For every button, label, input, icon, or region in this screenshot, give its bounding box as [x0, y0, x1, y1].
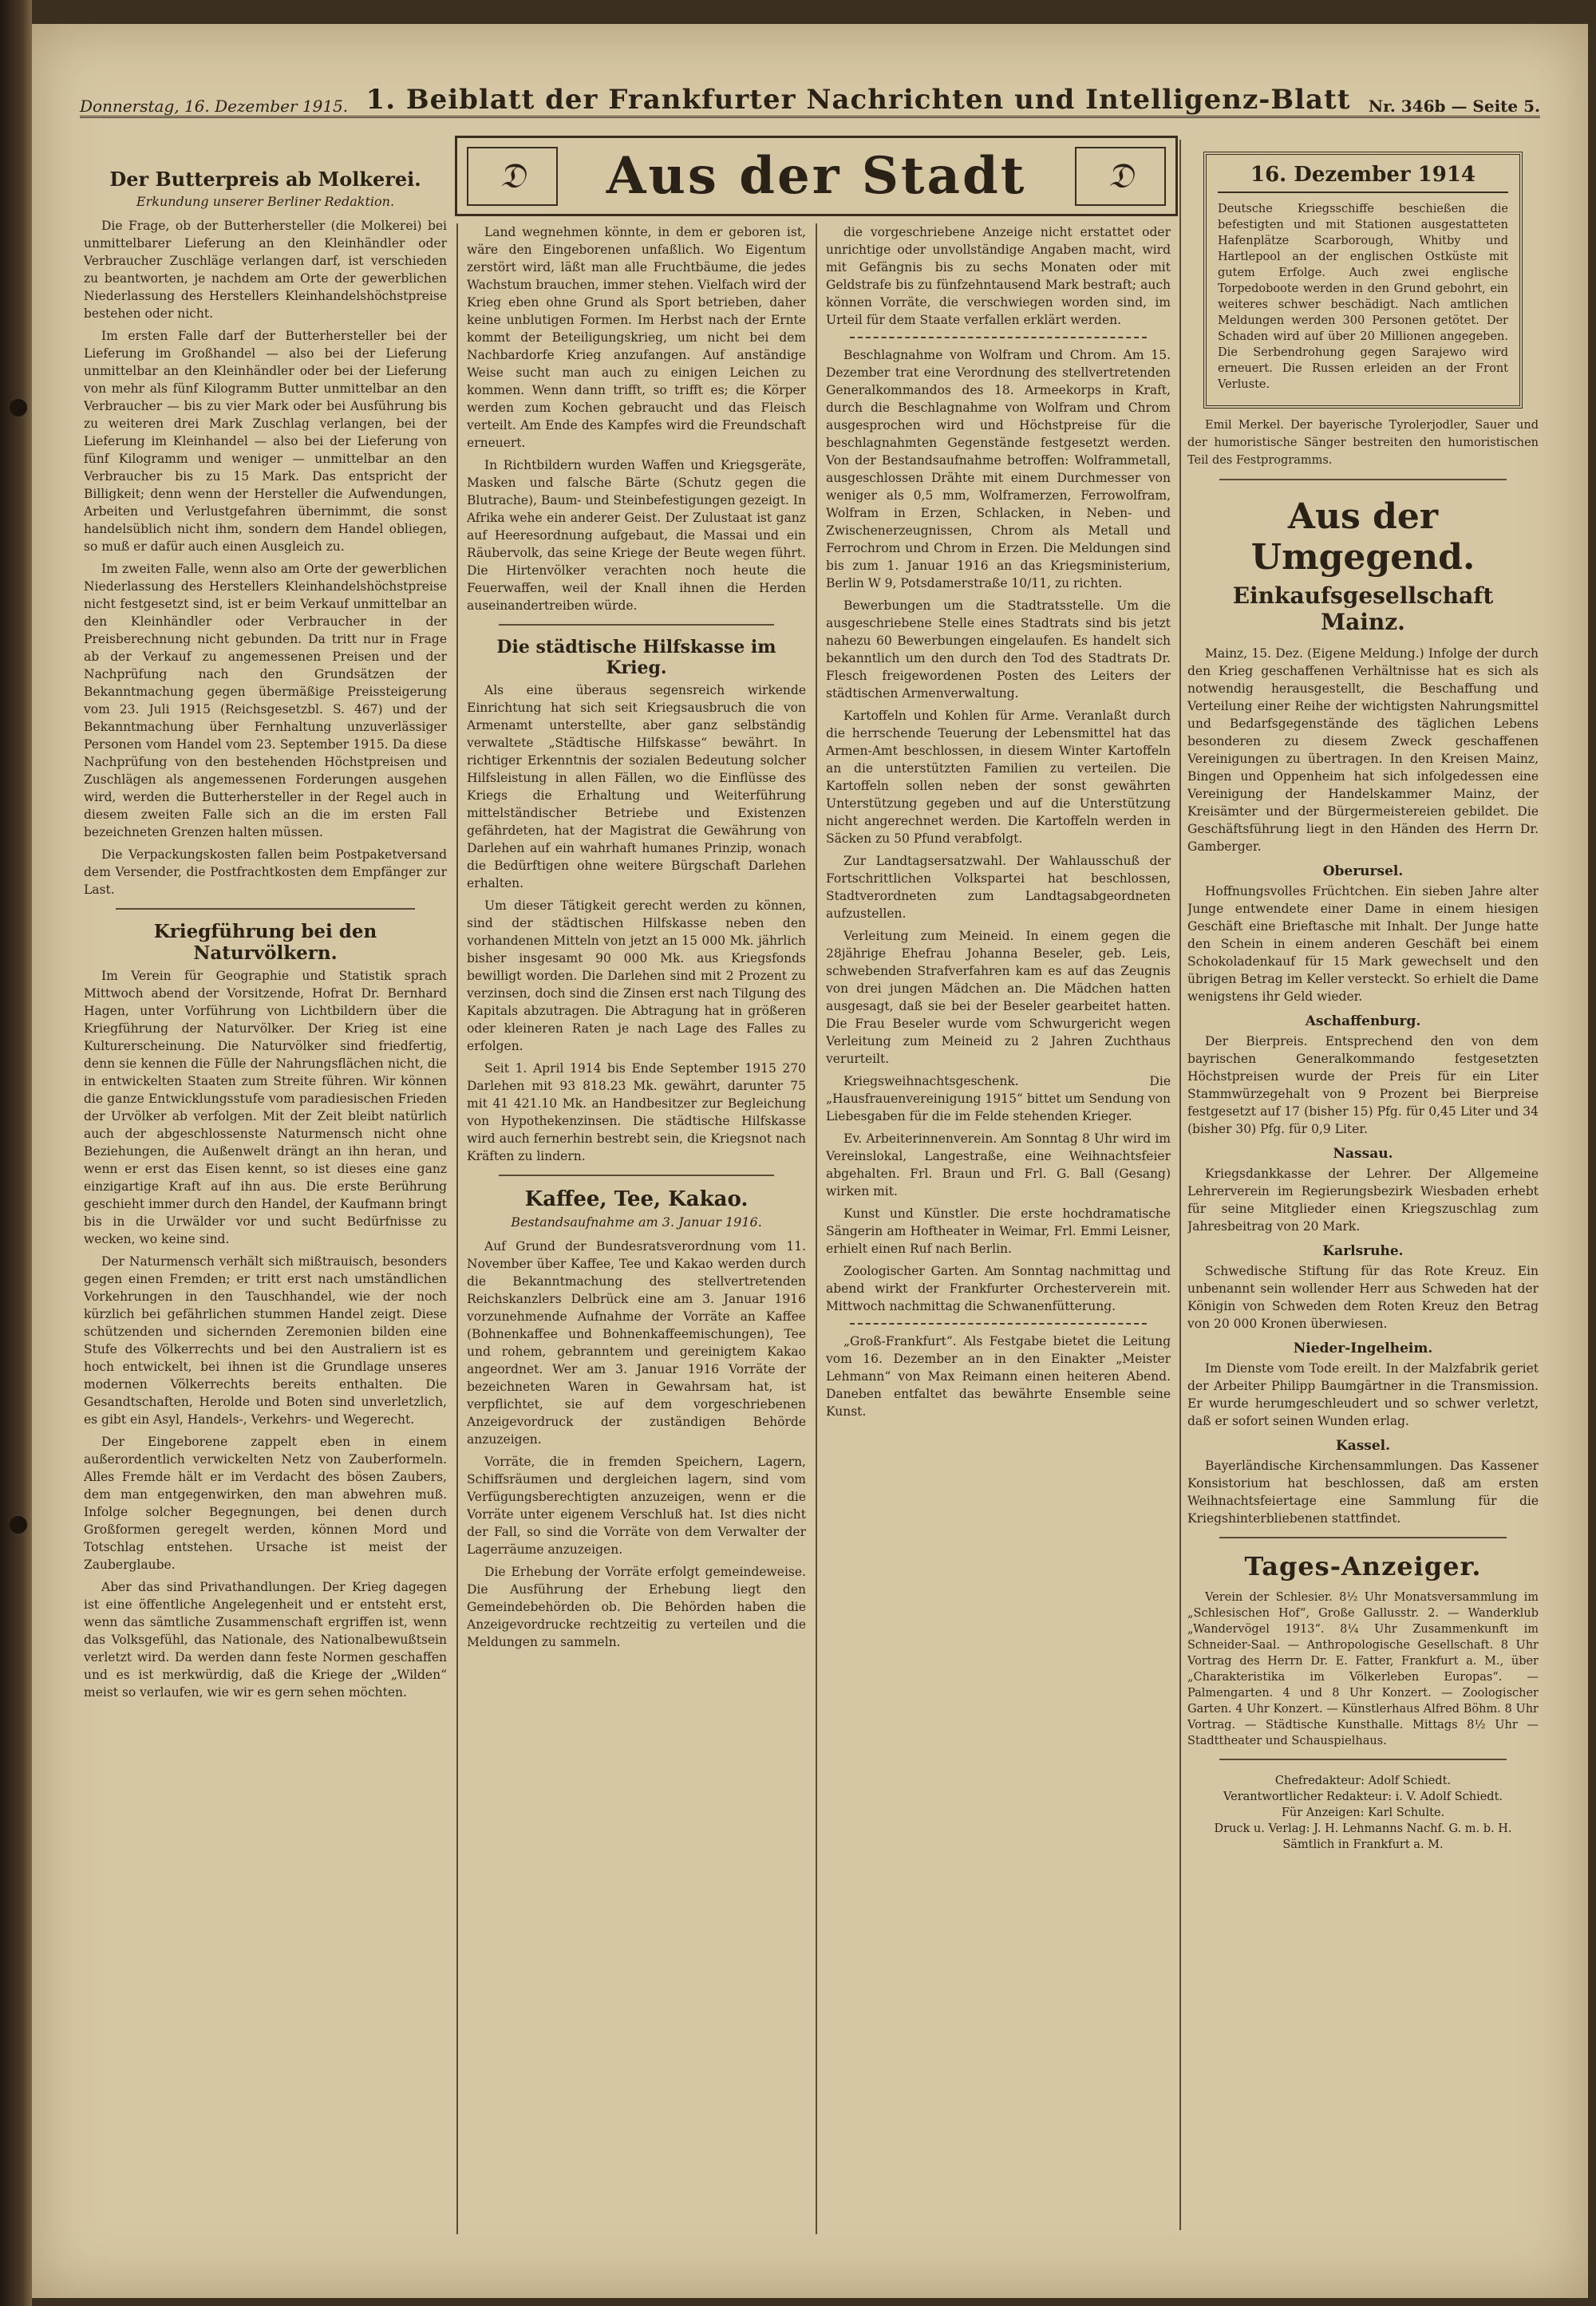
date-box-text: Deutsche Kriegsschiffe beschießen die befestigten und mit Stationen ausgestatteten Hafenplätze Scarborough, Whitby und Hartlepool an der englischen Ostküste mit gutem Erfolge. Auch zwei englische Torpedoboote werden in den Grund gebohrt, ein weiteres schwer beschädigt. Nach amtlichen Meldungen werden 300 Personen getötet. Der Schaden wird auf über 20 Millionen angegeben. Die Serbendrohung gegen Sarajewo wird erneuert. Die Russen erleiden an der Front Verluste. [1218, 203, 1508, 391]
paragraph: Kriegsweihnachtsgeschenk. Die „Hausfrauenvereinigung 1915“ bittet um Sendung von Liebesgaben für die im Felde stehenden Krieger. [826, 1074, 1171, 1123]
paragraph: In Richtbildern wurden Waffen und Kriegsgeräte, Masken und falsche Bärte (Schutz gegen die Blutrache), Baum- und Steinbefestigungen gezeigt. In Afrika wehe ein anderer Geist. Der Zulustaat ist ganz auf Heeresordnung aufgebaut, die Massai und ein Räubervolk, das seine Kriege der Beute wegen führt. Die Hirtenvölker verachten noch heute die Feuerwaffen, weil der Knall ihnen die Herden auseinandertreiben würde. [467, 458, 806, 613]
column-3 [826, 223, 1171, 2234]
paragraph: die vorgeschriebene Anzeige nicht erstattet oder unrichtige oder unvollständige Angaben macht, wird mit Gefängnis bis zu sechs Monaten oder mit Geldstrafe bis zu fünfzehntausend Mark bestraft; auch können Vorräte, die verschwiegen worden sind, im Urteil für dem Staate verfallen erklärt werden. [826, 225, 1171, 327]
separator [850, 1323, 1147, 1325]
article-subtitle: Bestandsaufnahme am 3. Januar 1916. [511, 1214, 762, 1230]
paragraph: Ev. Arbeiterinnenverein. Am Sonntag 8 Uhr wird im Vereinslokal, Langestraße, eine Weihnachtsfeier abgehalten. Frl. Braun und Frl. G. Ball (Gesang) wirken mit. [826, 1131, 1171, 1198]
imprint-line: Druck u. Verlag: J. H. Lehmanns Nachf. G. m. b. H. [1214, 1822, 1512, 1835]
imprint-line: Verantwortlicher Redakteur: i. V. Adolf Schiedt. [1223, 1791, 1503, 1803]
article-title-butterpreis: Der Butterpreis ab Molkerei. [109, 168, 421, 191]
imprint-line: Für Anzeigen: Karl Schulte. [1281, 1806, 1445, 1819]
place-heading: Nieder-Ingelheim. [1293, 1341, 1433, 1356]
paragraph: Im Verein für Geographie und Statistik sprach Mittwoch abend der Vorsitzende, Hofrat Dr. Bernhard Hagen, unter Vorführung von Lichtbildern über die Kriegführung der Naturvölker. Der Krieg ist eine Kulturerscheinung. Die Naturvölker sind friedfertig, denn sie kennen die Fülle der Nahrungsflächen nicht, die in entwickelten Staaten zum Streite führen. Wir können die ganze Entwicklungsstufe vom paradiesischen Frieden der Urvölker ab verfolgen. Mit der Zeit bleibt natürlich auch der abgeschlossenste Naturmensch nicht ohne Beziehungen, die Außenwelt drängt an ihn heran, und wenn er erst das Eisen kennt, so ist dieses eine ganz einzigartige Kraft auf ihn aus. Die erste Berührung geschieht immer durch den Handel, der Kaufmann bringt bis in die Urwälder vor und sucht Bedürfnisse zu wecken, wo keine sind. [84, 969, 447, 1246]
separator [850, 337, 1147, 338]
column-rule [816, 223, 817, 2234]
paragraph: Die Frage, ob der Butterhersteller (die Molkerei) bei unmittelbarer Lieferung an den Kleinhändler oder Verbraucher Zuschläge verlangen darf, ist verschieden zu beantworten, je nachdem am Orte der gewerblichen Niederlassung des Herstellers Kleinhandelshöchstpreise bestehen oder nicht. [84, 219, 447, 321]
separator [1219, 1537, 1507, 1538]
separator [1219, 479, 1507, 480]
paragraph: Schwedische Stiftung für das Rote Kreuz. Ein unbenannt sein wollender Herr aus Schweden hat der Königin von Schweden dem Roten Kreuz den Betrag von 20 000 Kronen überwiesen. [1187, 1264, 1539, 1331]
column-1 [84, 144, 447, 2234]
place-heading: Kassel. [1335, 1438, 1391, 1454]
paragraph: Um dieser Tätigkeit gerecht werden zu können, sind der städtischen Hilfskasse neben den vorhandenen Mitteln von jetzt an 15 000 Mk. jährlich bisher insgesamt 90 000 Mk. aus Kriegsfonds bewilligt worden. Die Darlehen sind mit 2 Prozent zu verzinsen, doch sind die Zinsen erst nach Tilgung des Kapitals abzutragen. Die Abtragung hat in größeren oder kleineren Raten je nach Lage des Falles zu erfolgen. [467, 898, 806, 1053]
separator [116, 908, 415, 910]
paragraph: Aber das sind Privathandlungen. Der Krieg dagegen ist eine öffentliche Angelegenheit und er entsteht erst, wenn das sämtliche Zusammenschaft ergriffen ist, wenn das Volksgefühl, das Nationale, des Nationalbewußtsein verletzt wird. Da werden dann feste Normen geschaffen und es ist merkwürdig, daß die Kriege der „Wilden“ meist so verlaufen, wie wir es gern sehen möchten. [84, 1580, 447, 1700]
masthead-date: Donnerstag, 16. Dezember 1915. [80, 97, 349, 116]
ornament-right: 𝔇 [1075, 147, 1166, 206]
separator [499, 1175, 774, 1176]
place-heading: Aschaffenburg. [1305, 1013, 1421, 1029]
paragraph: Vorräte, die in fremden Speichern, Lagern, Schiffsräumen und dergleichen lagern, sind vom Verfügungsberechtigten anzuzeigen, wenn er die Vorräte unter eigenem Verschluß hat. Ist dies nicht der Fall, so sind die Vorräte von dem Verwalter der Lagerräume anzuzeigen. [467, 1455, 806, 1557]
notice-text: Emil Merkel. Der bayerische Tyrolerjodler, Sauer und der humoristische Sänger bestreiten den humoristischen Teil des Festprogramms. [1187, 419, 1539, 467]
paragraph: Bewerbungen um die Stadtratsstelle. Um die ausgeschriebene Stelle eines Stadtrats sind bis jetzt nahezu 60 Bewerbungen eingelaufen. Es handelt sich bekanntlich um den durch den Tod des Stadtrats Dr. Flesch freigewordenen Posten des Leiters der städtischen Armenverwaltung. [826, 598, 1171, 701]
paragraph: Mainz, 15. Dez. (Eigene Meldung.) Infolge der durch den Krieg geschaffenen Verhältnisse hat es sich als notwendig herausgestellt, die Beschaffung und Verteilung einer Reihe der wichtigsten Nahrungsmittel und Bedarfsgegenstände des täglichen Lebens besonderen zu diesem Zweck geschaffenen Vereinigungen zu übertragen. In den Kreisen Mainz, Bingen und Oppenheim hat sich infolgedessen eine Vereinigung der Handelskammer Mainz, der Kreisämter und der Bürgermeistereien gebildet. Die Geschäftsführung liegt in den Händen des Herrn Dr. Gamberger. [1187, 646, 1539, 854]
paragraph: Kunst und Künstler. Die erste hochdramatische Sängerin am Hoftheater in Weimar, Frl. Emmi Leisner, erhielt einen Ruf nach Berlin. [826, 1206, 1171, 1256]
paragraph: Bayerländische Kirchensammlungen. Das Kassener Konsistorium hat beschlossen, daß am ersten Weihnachtsfeiertage eine Sammlung für die Kriegshinterbliebenen stattfindet. [1187, 1459, 1539, 1526]
paragraph: Seit 1. April 1914 bis Ende September 1915 270 Darlehen mit 93 818.23 Mk. gewährt, darunter 75 mit 41 421.10 Mk. an Handbesitzer zur Begleichung von Hypothekenzinsen. Die städtische Hilfskasse wird auch fernerhin bestrebt sein, die Kriegsnot nach Kräften zu lindern. [467, 1061, 806, 1163]
paragraph: Die Verpackungskosten fallen beim Postpaketversand dem Versender, die Postfrachtkosten dem Empfänger zur Last. [84, 847, 447, 897]
paragraph: „Groß-Frankfurt“. Als Festgabe bietet die Leitung vom 16. Dezember an in den Einakter „Meister Lehmann“ von Max Reimann einen heiteren Abend. Daneben entfaltet das bewährte Ensemble seine Kunst. [826, 1334, 1171, 1419]
date-box [1203, 152, 1523, 409]
column-rule [456, 223, 458, 2234]
paragraph: Kartoffeln und Kohlen für Arme. Veranlaßt durch die herrschende Teuerung der Lebensmittel hat das Armen-Amt beschlossen, in diesem Winter Kartoffeln an die unterstützten Familien zu verteilen. Die Kartoffeln sollen neben der sonst gewährten Unterstützung gegeben und auf die Unterstützung nicht angerechnet werden. Die Kartoffeln werden in Säcken zu 50 Pfund verabfolgt. [826, 709, 1171, 846]
imprint [1187, 1773, 1539, 1853]
paragraph: Verein der Schlesier. 8½ Uhr Monatsversammlung im „Schlesischen Hof“, Große Gallusstr. 2. — Wanderklub „Wandervögel 1913“. 8¼ Uhr Zusammenkunft im Schneider-Saal. — Anthropologische Gesellschaft. 8 Uhr Vortrag des Herrn Dr. E. Fatter, Frankfurt a. M., über „Charakteristika im Völkerleben Europas“. — Palmengarten. 4 und 8 Uhr Konzert. — Zoologischer Garten. 4 Uhr Konzert. — Künstlerhaus Alfred Böhm. 8 Uhr Vortrag. — Städtische Kunsthalle. Mittags 8½ Uhr — Stadttheater und Schauspielhaus. [1187, 1591, 1539, 1747]
masthead-title: 1. Beiblatt der Frankfurter Nachrichten und Intelligenz-Blatt [365, 84, 1351, 116]
column-2 [467, 223, 806, 2234]
place-heading: Oberursel. [1322, 863, 1404, 879]
paragraph: Land wegnehmen könnte, in dem er geboren ist, wäre den Eingeborenen unfaßlich. Wo Eigentum zerstört wird, läßt man alle Fruchtbäume, die jedes Wachstum brauchen, immer stehen. Vielfach wird der Krieg eben ohne Grund als Sport betrieben, daher keine unblutigen Formen. Im Herbst nach der Ernte kommt der Beteiligungskrieg, um nicht bei dem Nachbardorfe Krieg anzufangen. Auf anständige Weise sucht man auch zu einigen Leichen zu kommen. Wenn dann trifft, so trifft es; die Körper werden zum Kochen gebraucht und das Fleisch verteilt. Am Ende des Kampfes wird die Freundschaft erneuert. [467, 225, 806, 450]
paragraph: Verleitung zum Meineid. In einem gegen die 28jährige Ehefrau Johanna Beseler, geb. Leis, schwebenden Strafverfahren kam es auf das Zeugnis von drei jungen Mädchen an. Die Mädchen hatten ausgesagt, daß sie bei der Beseler gearbeitet hatten. Die Frau Beseler wurde vom Schwurgericht wegen Verleitung zum Meineid zu 2 Jahren Zuchthaus verurteilt. [826, 929, 1171, 1066]
paragraph: Der Bierpreis. Entsprechend den von dem bayrischen Generalkommando festgesetzten Höchstpreisen wurde der Preis für ein Liter Stammwürzegehalt von 9 Prozent bei Bierpreise festgesetzt auf 17 (bisher 15) Pfg. für 0,45 Liter und 34 (bisher 30) Pfg. für 0,9 Liter. [1187, 1034, 1539, 1136]
imprint-line: Chefredakteur: Adolf Schiedt. [1274, 1775, 1452, 1787]
separator [1219, 1759, 1507, 1760]
paragraph: Hoffnungsvolles Früchtchen. Ein sieben Jahre alter Junge entwendete einer Dame in einem hiesigen Geschäft eine Brieftasche mit Inhalt. Der Junge hatte den Schein in einem anderen Geschäft bei einem Schokoladenkauf für 15 Mark gewechselt und den übrigen Betrag im Keller versteckt. So erhielt die Dame wenigstens ihr Geld wieder. [1187, 884, 1539, 1004]
section-title-box [455, 136, 1178, 216]
column-rule [1179, 140, 1181, 2230]
separator [499, 624, 774, 626]
paragraph: Der Eingeborene zappelt eben in einem außerordentlich verwickelten Netz von Zauberformeln. Alles Fremde hält er im Verdacht des bösen Zaubers, dem man entgegenwirken, den man abwehren muß. Infolge solcher Begegnungen, bei denen durch Großformen geregelt werden, können Mord und Totschlag entstehen. Ursache ist meist der Zauberglaube. [84, 1435, 447, 1572]
section-title: Aus der Stadt [606, 146, 1027, 206]
article-title-kaffee: Kaffee, Tee, Kakao. [524, 1187, 749, 1211]
date-box-title: 16. Dezember 1914 [1218, 163, 1508, 193]
paragraph: Im Dienste vom Tode ereilt. In der Malzfabrik geriet der Arbeiter Philipp Baumgärtner in die Transmission. Er wurde herumgeschleudert und so schwer verletzt, daß er sofort seinen Wunden erlag. [1187, 1361, 1539, 1428]
section-heading-umgegend: Aus der Umgegend. [1250, 496, 1476, 578]
paragraph: Auf Grund der Bundesratsverordnung vom 11. November über Kaffee, Tee und Kakao werden durch die Bekanntmachung des stellvertretenden Reichskanzlers Delbrück eine am 3. Januar 1916 vorzunehmende Aufnahme der Vorräte an Kaffee (Bohnenkaffee und Bohnenkaffeemischungen), Tee und rohem, gebranntem und gereinigtem Kakao angeordnet. Wer am 3. Januar 1916 Vorräte der bezeichneten Waren in Gewahrsam hat, ist verpflichtet, sie auf dem vorgeschriebenen Anzeigevordruck der zuständigen Behörde anzuzeigen. [467, 1239, 806, 1447]
masthead-number: Nr. 346b — Seite 5. [1368, 97, 1540, 116]
paragraph: Zoologischer Garten. Am Sonntag nachmittag und abend wirkt der Frankfurter Orchesterverein mit. Mittwoch nachmittag die Schwanenfütterung. [826, 1264, 1171, 1313]
article-subtitle: Erkundung unserer Berliner Redaktion. [136, 194, 395, 209]
masthead [80, 76, 1540, 118]
paragraph: Als eine überaus segensreich wirkende Einrichtung hat sich seit Kriegsausbruch die von Armenamt unterstellte, aber ganz selbständig verwaltete „Städtische Hilfskasse“ bewährt. In richtiger Erkenntnis der sozialen Bedeutung solcher Hilfsleistung in allen Fällen, wo die Einflüsse des Kriegs die Erhaltung und Weiterführung mittelständischer Betriebe und Existenzen gefährdeten, hat der Magistrat die Gewährung von Darlehen auf ein wahrhaft humanes Prinzip, wonach die Bedürftigen ohne weitere Bürgschaft Darlehen erhalten. [467, 683, 806, 890]
binding-hole [10, 1516, 27, 1534]
article-title-mainz: Einkaufsgesellschaft Mainz. [1232, 582, 1494, 635]
article-title-kriegfuehrung: Kriegführung bei den Naturvölkern. [153, 921, 377, 964]
paragraph: Der Naturmensch verhält sich mißtrauisch, besonders gegen einen Fremden; er tritt erst nach umständlichen Vorkehrungen in den Tauschhandel, wie der noch kürzlich bei gefährlichen stummen Handel zeigt. Diese schützenden und sichernden Zeremonien bilden eine Stufe des Völkerrechts und bei den Australiern ist es hoch entwickelt, bei ihnen ist die Grundlage unseres modernen Völkerrechts bereits enthalten. Die Gesandtschaften, Herolde und Boten sind unverletzlich, es gibt ein Asyl, Handels-, Verkehrs- und Wegerecht. [84, 1254, 447, 1427]
imprint-line: Sämtlich in Frankfurt a. M. [1282, 1838, 1444, 1851]
column-4 [1187, 144, 1539, 2234]
paragraph: Die Erhebung der Vorräte erfolgt gemeindeweise. Die Ausführung der Erhebung liegt den Gemeindebehörden ob. Die Behörden haben die Anzeigevordrucke rechtzeitig zu verteilen und die Meldungen zu sammeln. [467, 1565, 806, 1649]
paragraph: Im ersten Falle darf der Butterhersteller bei der Lieferung im Großhandel — also bei der Lieferung unmittelbar an den Kleinhändler oder bei der Lieferung von mehr als fünf Kilogramm Butter unmittelbar an den Verbraucher — bis zu vier Mark oder bei Ausführung bis zu weiteren drei Mark Zuschlag verlangen, bei der Lieferung im Kleinhandel — also bei der Lieferung von fünf Kilogramm und weniger — unmittelbar an den Verbraucher bis zu 15 Mark. Das entspricht der Billigkeit; denn wenn der Hersteller die Aufwendungen, Arbeiten und Verlustgefahren übernimmt, die sonst handelsüblich nicht ihm, sondern dem Handel obliegen, so muß er dafür auch einen Ausgleich zu. [84, 329, 447, 554]
paragraph: Beschlagnahme von Wolfram und Chrom. Am 15. Dezember trat eine Verordnung des stellvertretenden Generalkommandos des 18. Armeekorps in Kraft, durch die Beschlagnahme von Wolfram und Chrom ausgesprochen wird und Höchstpreise für die beschlagnahmten Gegenstände festgesetzt werden. Von der Bestandsaufnahme betroffen: Wolframmetall, ausgeschlossen Drähte mit einem Durchmesser von weniger als 0,5 mm, Wolframerzen, Ferrowolfram, Wolfram in Erzen, Schlacken, in Neben- und Zwischenerzeugnissen, Chrom als Metall und Ferrochrom und Chrom in Erzen. Die Meldungen sind bis zum 1. Januar 1916 an das Kriegsministerium, Berlin W 9, Potsdamerstraße 10/11, zu richten. [826, 348, 1171, 590]
paragraph: Zur Landtagsersatzwahl. Der Wahlausschuß der Fortschrittlichen Volkspartei hat beschlossen, Stadtverordneten zum Landtagsabgeordneten aufzustellen. [826, 854, 1171, 921]
place-heading: Nassau. [1333, 1146, 1393, 1162]
ornament-left: 𝔇 [467, 147, 558, 206]
binding-hole [10, 399, 27, 417]
place-heading: Karlsruhe. [1322, 1243, 1404, 1259]
book-binding [0, 0, 32, 2306]
paragraph: Im zweiten Falle, wenn also am Orte der gewerblichen Niederlassung des Herstellers Kleinhandelshöchstpreise nicht festgesetzt sind, ist er beim Verkauf unmittelbar an den Kleinhändler oder Verbraucher in der Preisberechnung nicht gebunden. Da tritt nur in Frage ab der Verkauf zu angemessenen Preisen und der Nachprüfung nach den Grundsätzen der Bekanntmachung gegen übermäßige Preissteigerung vom 23. Juli 1915 (Reichsgesetzbl. S. 467) und der Bekanntmachung über Fernhaltung unzuverlässiger Personen vom Handel vom 23. September 1915. Da diese Nachprüfung von den bestehenden Höchstpreisen und Zuschlägen als angemessenen Forderungen ausgehen wird, werden die Butterhersteller in der Regel auch in diesem zweiten Falle sich an die im ersten Fall bezeichneten Grenzen halten müssen. [84, 562, 447, 839]
paragraph: Kriegsdankkasse der Lehrer. Der Allgemeine Lehrerverein im Regierungsbezirk Wiesbaden erhebt für seine Mitglieder einen Kriegszuschlag zum Jahresbeitrag von 20 Mark. [1187, 1167, 1539, 1234]
article-title-hilfskasse: Die städtische Hilfskasse im Krieg. [496, 637, 776, 678]
section-heading-tages-anzeiger: Tages-Anzeiger. [1244, 1551, 1482, 1581]
